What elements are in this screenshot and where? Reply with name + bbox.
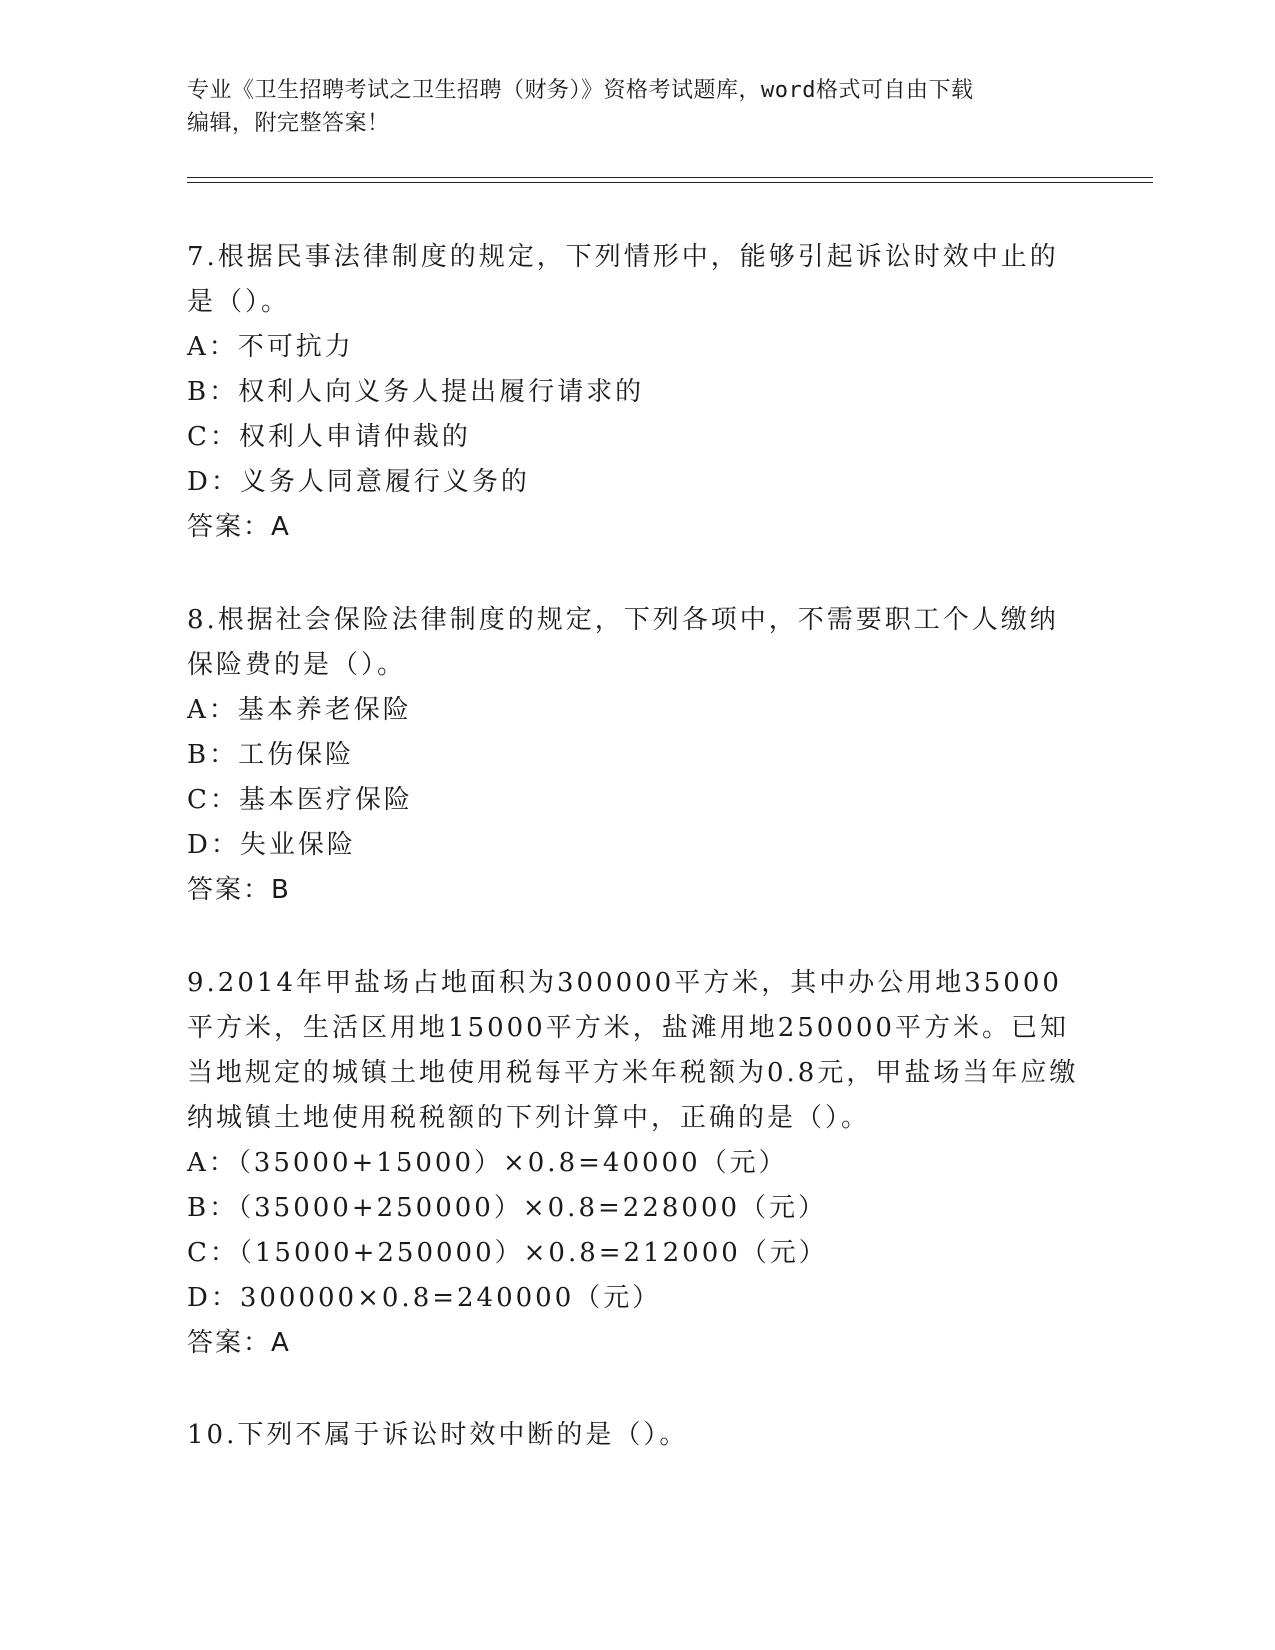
option-c: C：基本医疗保险 (187, 785, 413, 815)
option-d: D：义务人同意履行义务的 (187, 467, 530, 497)
answer-line: 答案：B (187, 875, 291, 905)
question-7 (187, 235, 1087, 550)
header-line-2: 编辑，附完整答案！ (187, 111, 390, 136)
question-stem: 10.下列不属于诉讼时效中断的是（）。 (187, 1420, 689, 1450)
option-b: B：权利人向义务人提出履行请求的 (187, 377, 645, 407)
option-a: A：基本养老保险 (187, 695, 412, 725)
question-9 (187, 961, 1087, 1366)
option-c: C：权利人申请仲裁的 (187, 422, 471, 452)
answer-line: 答案：A (187, 1328, 291, 1358)
option-d: D：失业保险 (187, 830, 356, 860)
question-stem: 8.根据社会保险法律制度的规定，下列各项中，不需要职工个人缴纳保险费的是（）。 (187, 605, 1059, 680)
answer-line: 答案：A (187, 512, 291, 542)
option-a: A：（35000+15000）×0.8=40000（元） (187, 1148, 788, 1178)
question-8 (187, 598, 1087, 913)
question-10 (187, 1413, 1087, 1458)
header-divider-bottom (187, 182, 1153, 183)
option-b: B：（35000+250000）×0.8=228000（元） (187, 1193, 828, 1223)
question-stem: 7.根据民事法律制度的规定，下列情形中，能够引起诉讼时效中止的是（）。 (187, 242, 1059, 317)
document-header (187, 74, 1087, 140)
header-line-1: 专业《卫生招聘考试之卫生招聘（财务）》资格考试题库，word格式可自由下载 (187, 78, 974, 103)
question-stem: 9.2014年甲盐场占地面积为300000平方米，其中办公用地35000平方米，生活区用地15000平方米，盐滩用地250000平方米。已知当地规定的城镇土地使用税每平方米年税额为0.8元，甲盐场当年应缴纳城镇土地使用税税额的下列计算中，正确的是（）。 (187, 968, 1079, 1133)
option-c: C：（15000+250000）×0.8=212000（元） (187, 1238, 828, 1268)
option-b: B：工伤保险 (187, 740, 355, 770)
option-a: A：不可抗力 (187, 332, 354, 362)
option-d: D：300000×0.8=240000（元） (187, 1283, 662, 1313)
header-divider-top (187, 177, 1153, 178)
